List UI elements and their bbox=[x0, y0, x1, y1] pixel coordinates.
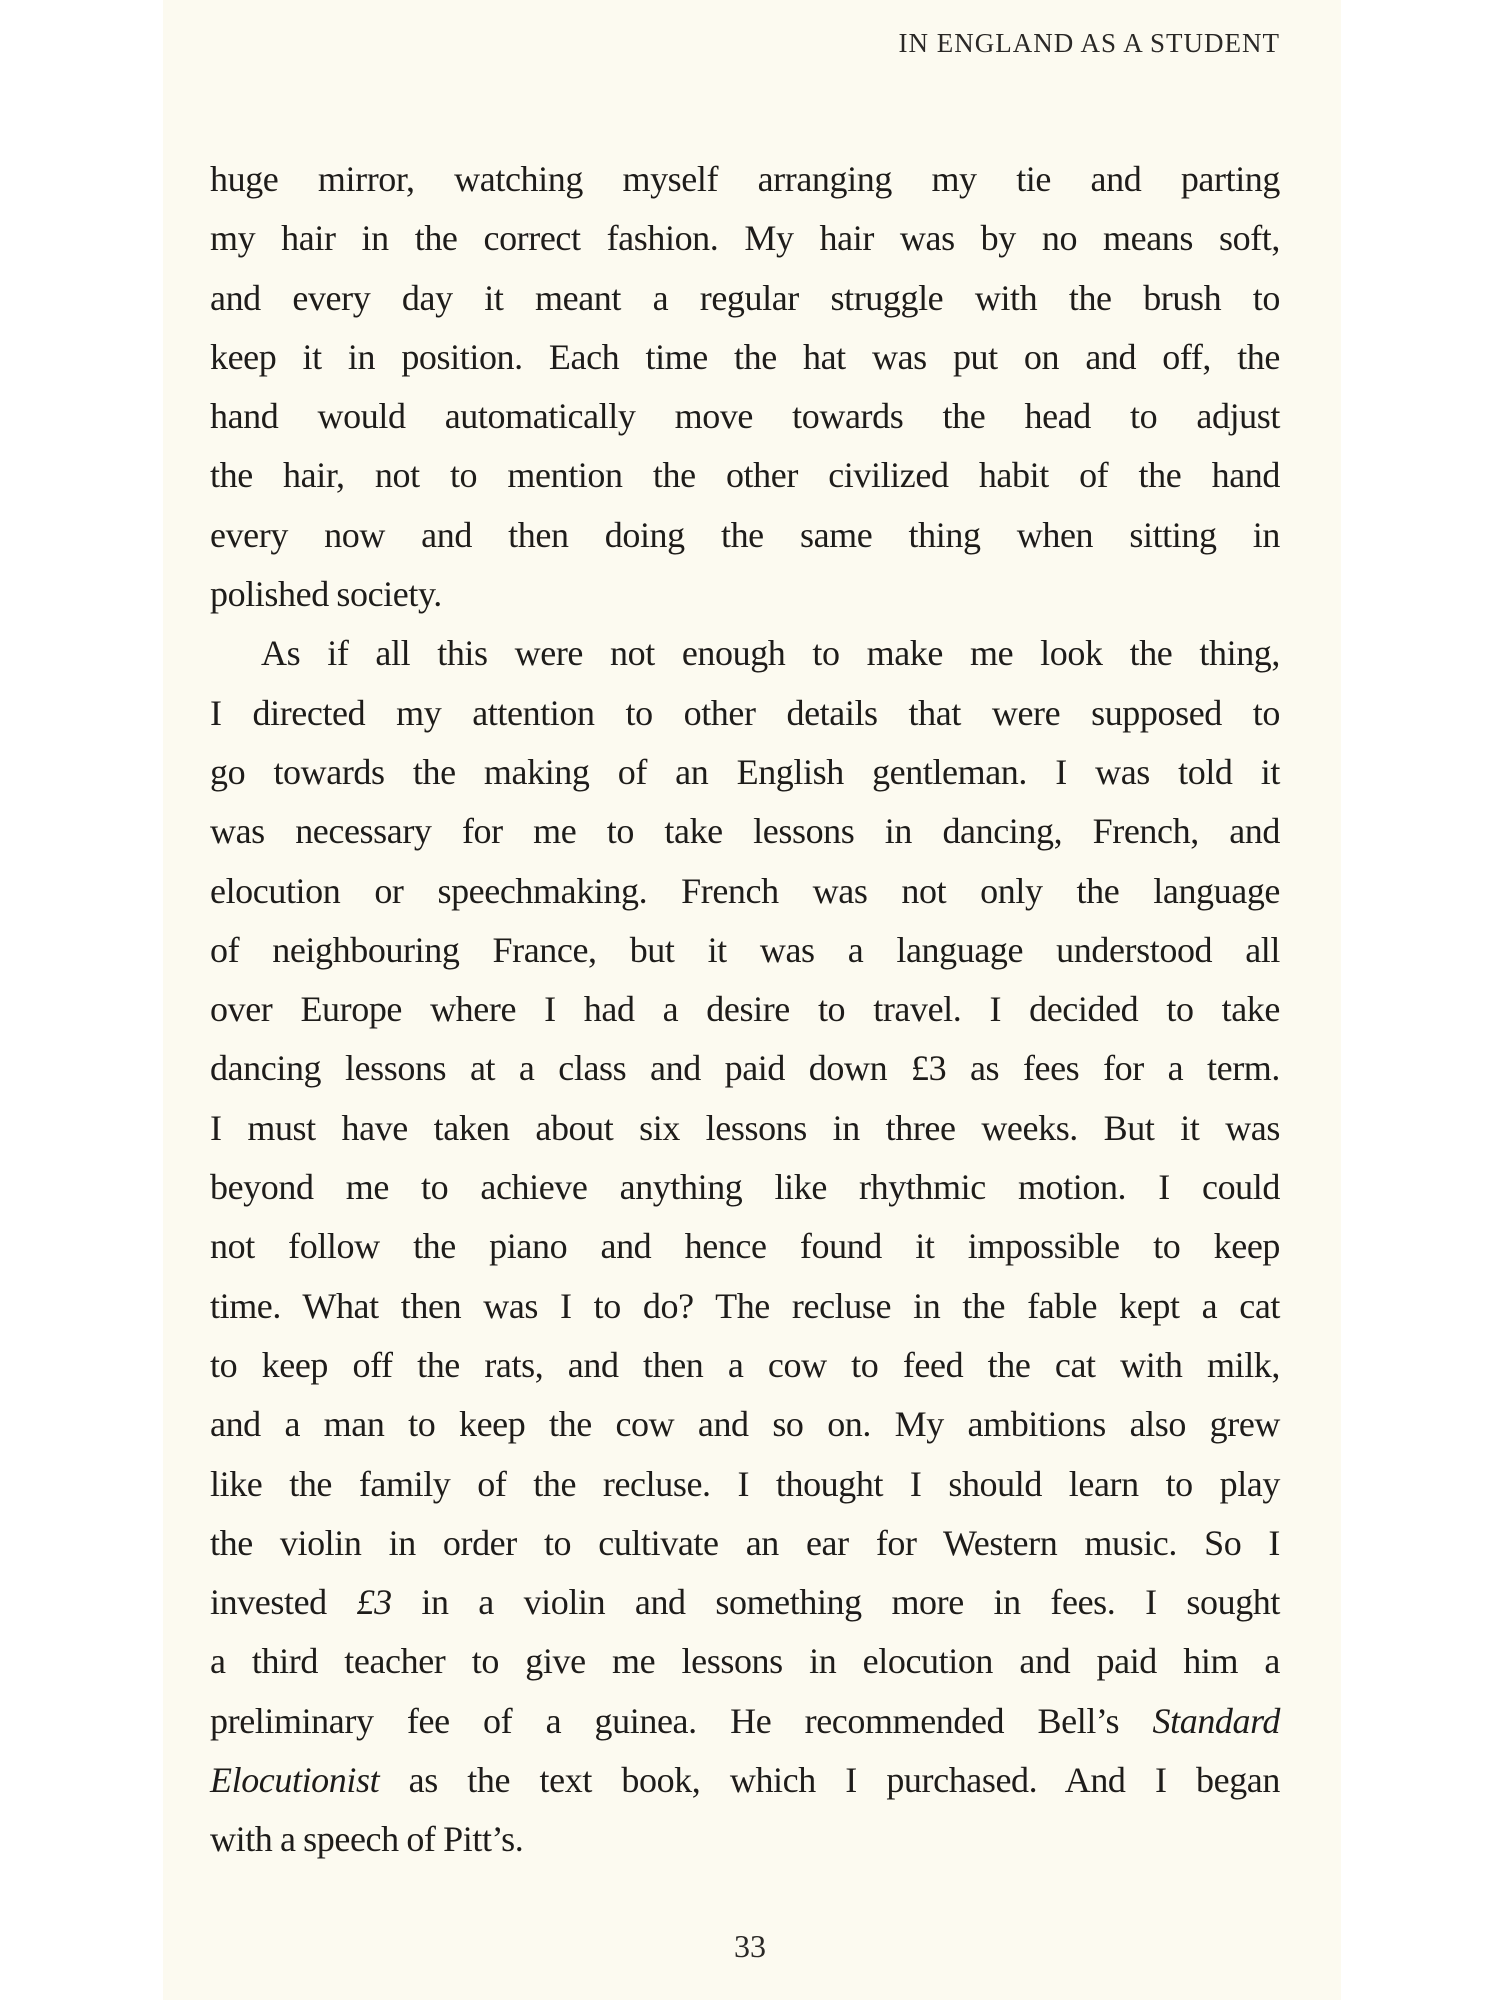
italic-text: Elocutionist bbox=[210, 1760, 380, 1801]
text-line bbox=[210, 980, 1280, 1039]
text-line bbox=[210, 624, 1280, 683]
text-segment: go towards the making of an English gentleman. I was told it bbox=[210, 751, 1280, 792]
text-segment: every now and then doing the same thing when sitting in bbox=[210, 514, 1280, 555]
text-line bbox=[210, 506, 1280, 565]
text-segment: like the family of the recluse. I thought I should learn to play bbox=[210, 1463, 1280, 1504]
body-text bbox=[210, 150, 1280, 1870]
text-line bbox=[210, 1692, 1280, 1751]
text-segment: hand would automatically move towards the head to adjust bbox=[210, 396, 1280, 437]
text-segment: the hair, not to mention the other civilized habit of the hand bbox=[210, 455, 1280, 496]
text-line bbox=[210, 1455, 1280, 1514]
text-line bbox=[210, 802, 1280, 861]
text-line bbox=[210, 1158, 1280, 1217]
text-segment: as the text book, which I purchased. And I began bbox=[379, 1760, 1280, 1801]
text-line bbox=[210, 1514, 1280, 1573]
text-line bbox=[210, 1217, 1280, 1276]
text-segment: my hair in the correct fashion. My hair was by no means soft, bbox=[210, 218, 1280, 259]
text-segment: not follow the piano and hence found it impossible to keep bbox=[210, 1226, 1280, 1267]
text-segment: with a speech of Pitt’s. bbox=[210, 1819, 524, 1860]
text-segment: As if all this were not enough to make me look the thing, bbox=[261, 633, 1280, 674]
text-line bbox=[210, 150, 1280, 209]
text-line bbox=[210, 1632, 1280, 1691]
text-segment: time. What then was I to do? The recluse in the fable kept a cat bbox=[210, 1285, 1280, 1326]
text-line bbox=[210, 269, 1280, 328]
text-segment: I must have taken about six lessons in three weeks. But it was bbox=[210, 1107, 1280, 1148]
text-segment: polished society. bbox=[210, 574, 442, 615]
text-line bbox=[210, 328, 1280, 387]
text-line bbox=[210, 862, 1280, 921]
text-segment: keep it in position. Each time the hat was put on and off, the bbox=[210, 336, 1280, 377]
text-line bbox=[210, 209, 1280, 268]
text-segment: invested bbox=[210, 1582, 357, 1623]
text-segment: I directed my attention to other details that were supposed to bbox=[210, 692, 1280, 733]
text-segment: of neighbouring France, but it was a language understood all bbox=[210, 929, 1280, 970]
text-segment: and a man to keep the cow and so on. My ambitions also grew bbox=[210, 1404, 1280, 1445]
text-segment: was necessary for me to take lessons in dancing, French, and bbox=[210, 811, 1280, 852]
text-line bbox=[210, 684, 1280, 743]
text-segment: beyond me to achieve anything like rhythmic motion. I could bbox=[210, 1167, 1280, 1208]
text-line bbox=[210, 1336, 1280, 1395]
text-line bbox=[210, 1277, 1280, 1336]
text-segment: the violin in order to cultivate an ear for Western music. So I bbox=[210, 1522, 1280, 1563]
text-line bbox=[210, 446, 1280, 505]
running-head: IN ENGLAND AS A STUDENT bbox=[898, 28, 1280, 58]
text-line bbox=[210, 1751, 1280, 1810]
text-segment: to keep off the rats, and then a cow to feed the cat with milk, bbox=[210, 1344, 1280, 1385]
text-segment: huge mirror, watching myself arranging my tie and parting bbox=[210, 159, 1280, 199]
italic-text: Standard bbox=[1152, 1700, 1280, 1741]
italic-text: £3 bbox=[356, 1582, 392, 1623]
page-number: 33 bbox=[734, 1928, 766, 1964]
text-segment: over Europe where I had a desire to travel. I decided to take bbox=[210, 989, 1280, 1030]
text-line bbox=[210, 743, 1280, 802]
text-segment: in a violin and something more in fees. I sought bbox=[391, 1582, 1280, 1623]
text-line bbox=[210, 1573, 1280, 1632]
text-segment: preliminary fee of a guinea. He recommended Bell’s bbox=[210, 1700, 1153, 1741]
text-segment: dancing lessons at a class and paid down £3 as fees for a term. bbox=[210, 1048, 1280, 1089]
text-segment: and every day it meant a regular struggle with the brush to bbox=[210, 277, 1280, 318]
text-line bbox=[210, 1395, 1280, 1454]
text-line bbox=[210, 565, 1280, 624]
text-line bbox=[210, 1039, 1280, 1098]
text-line bbox=[210, 1099, 1280, 1158]
text-segment: elocution or speechmaking. French was not only the language bbox=[210, 870, 1280, 911]
text-line bbox=[210, 1810, 1280, 1869]
text-line bbox=[210, 387, 1280, 446]
text-line bbox=[210, 921, 1280, 980]
text-segment: a third teacher to give me lessons in elocution and paid him a bbox=[210, 1641, 1280, 1682]
